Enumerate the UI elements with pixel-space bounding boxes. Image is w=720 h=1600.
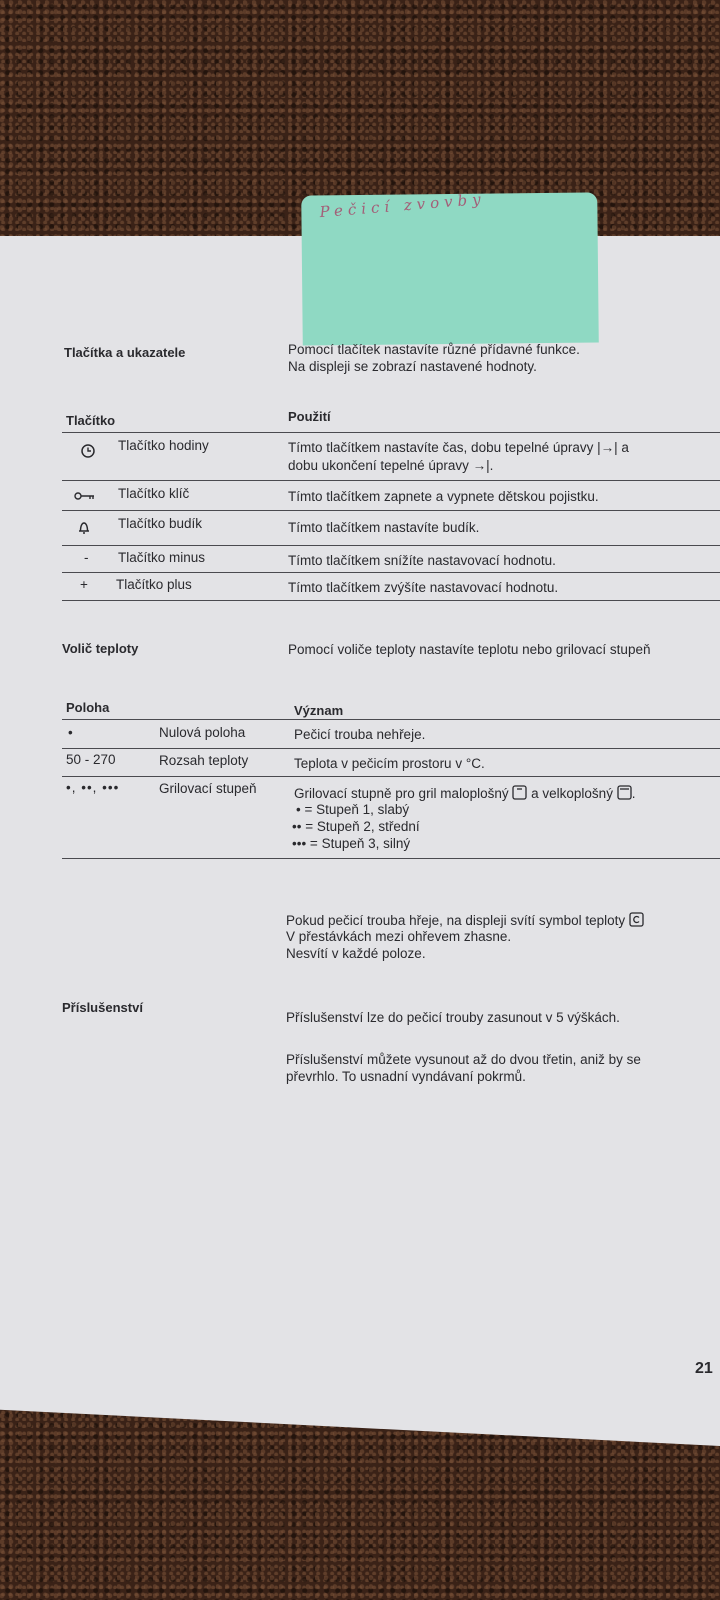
table-rule xyxy=(62,510,720,511)
position-zero-symbol: • xyxy=(68,725,73,740)
position-grill-symbols: •, ••, ••• xyxy=(66,780,120,795)
buttons-intro-line2: Na displeji se zobrazí nastavené hodnoty. xyxy=(288,359,537,374)
table-rule xyxy=(62,719,720,720)
button-use-bell: Tímto tlačítkem nastavíte budík. xyxy=(288,520,480,535)
accessories-para1: Příslušenství lze do pečicí trouby zasunout v 5 výškách. xyxy=(286,1010,620,1025)
position-zero-meaning: Pečicí trouba nehřeje. xyxy=(294,727,426,742)
position-zero-name: Nulová poloha xyxy=(159,725,246,740)
temperature-note-line3: Nesvítí v každé poloze. xyxy=(286,946,426,961)
small-grill-icon xyxy=(512,785,527,800)
button-name-bell: Tlačítko budík xyxy=(118,516,203,531)
page-number: 21 xyxy=(695,1360,713,1377)
button-use-clock-line1: Tímto tlačítkem nastavíte čas, dobu tepelné úpravy |→| a xyxy=(288,440,629,455)
table-rule xyxy=(62,480,720,481)
table-rule xyxy=(62,572,720,573)
buttons-intro-line1: Pomocí tlačítek nastavíte různé přídavné funkce. xyxy=(288,342,580,357)
grill-level-3: ••• = Stupeň 3, silný xyxy=(292,836,411,851)
button-use-key: Tímto tlačítkem zapnete a vypnete dětskou pojistku. xyxy=(288,489,599,504)
temperature-note-line2: V přestávkách mezi ohřevem zhasne. xyxy=(286,929,512,944)
table-rule xyxy=(62,776,720,777)
minus-icon: - xyxy=(84,550,89,565)
button-name-plus: Tlačítko plus xyxy=(116,577,192,592)
grill-meaning-text-a: Grilovací stupně pro gril maloplošný xyxy=(294,786,509,801)
large-grill-icon xyxy=(617,785,632,800)
key-icon xyxy=(74,491,96,501)
button-use-plus: Tímto tlačítkem zvýšíte nastavovací hodnotu. xyxy=(288,580,559,595)
col-header-position: Poloha xyxy=(66,700,110,715)
position-grill-name: Grilovací stupeň xyxy=(159,781,257,796)
plus-icon: + xyxy=(80,577,88,592)
button-name-clock: Tlačítko hodiny xyxy=(118,438,209,453)
position-range-value: 50 - 270 xyxy=(66,752,116,767)
section-label-accessories: Příslušenství xyxy=(62,1000,143,1015)
table-rule xyxy=(62,432,720,433)
col-header-use: Použití xyxy=(288,409,331,424)
button-use-minus: Tímto tlačítkem snížíte nastavovací hodnotu. xyxy=(288,553,556,568)
table-rule xyxy=(62,600,720,601)
button-use-clock-line2: dobu ukončení tepelné úpravy →|. xyxy=(288,458,494,473)
accessories-para2-line2: převrhlo. To usnadní vyndávaní pokrmů. xyxy=(286,1069,526,1084)
table-rule xyxy=(62,858,720,859)
grill-level-2: •• = Stupeň 2, střední xyxy=(292,819,420,834)
grill-meaning-text-c: . xyxy=(631,786,636,801)
section-label-temperature: Volič teploty xyxy=(62,641,139,656)
clock-icon xyxy=(80,443,96,459)
button-name-key: Tlačítko klíč xyxy=(118,486,190,501)
table-rule xyxy=(62,545,720,546)
bell-icon xyxy=(76,519,92,535)
grill-meaning-text-b: a velkoplošný xyxy=(531,786,613,801)
col-header-button: Tlačítko xyxy=(66,413,116,428)
position-grill-meaning xyxy=(294,785,635,802)
temperature-note-line1 xyxy=(286,912,644,929)
table-rule xyxy=(62,748,720,749)
accessories-para2-line1: Příslušenství můžete vysunout až do dvou třetin, aniž by se xyxy=(286,1052,641,1067)
section-label-buttons: Tlačítka a ukazatele xyxy=(64,345,186,360)
position-range-name: Rozsah teploty xyxy=(159,753,249,768)
temperature-symbol-icon xyxy=(629,912,644,927)
sticky-note-text: Pečicí zvovby xyxy=(318,189,487,222)
position-range-meaning: Teplota v pečicím prostoru v °C. xyxy=(294,756,485,771)
temperature-note-text: Pokud pečicí trouba hřeje, na displeji svítí symbol teploty xyxy=(286,913,626,928)
sticky-note-tab xyxy=(301,189,599,345)
col-header-meaning: Význam xyxy=(294,703,344,718)
button-name-minus: Tlačítko minus xyxy=(118,550,206,565)
grill-level-1: • = Stupeň 1, slabý xyxy=(296,802,410,817)
temperature-intro: Pomocí voliče teploty nastavíte teplotu nebo grilovací stupeň xyxy=(288,642,651,657)
